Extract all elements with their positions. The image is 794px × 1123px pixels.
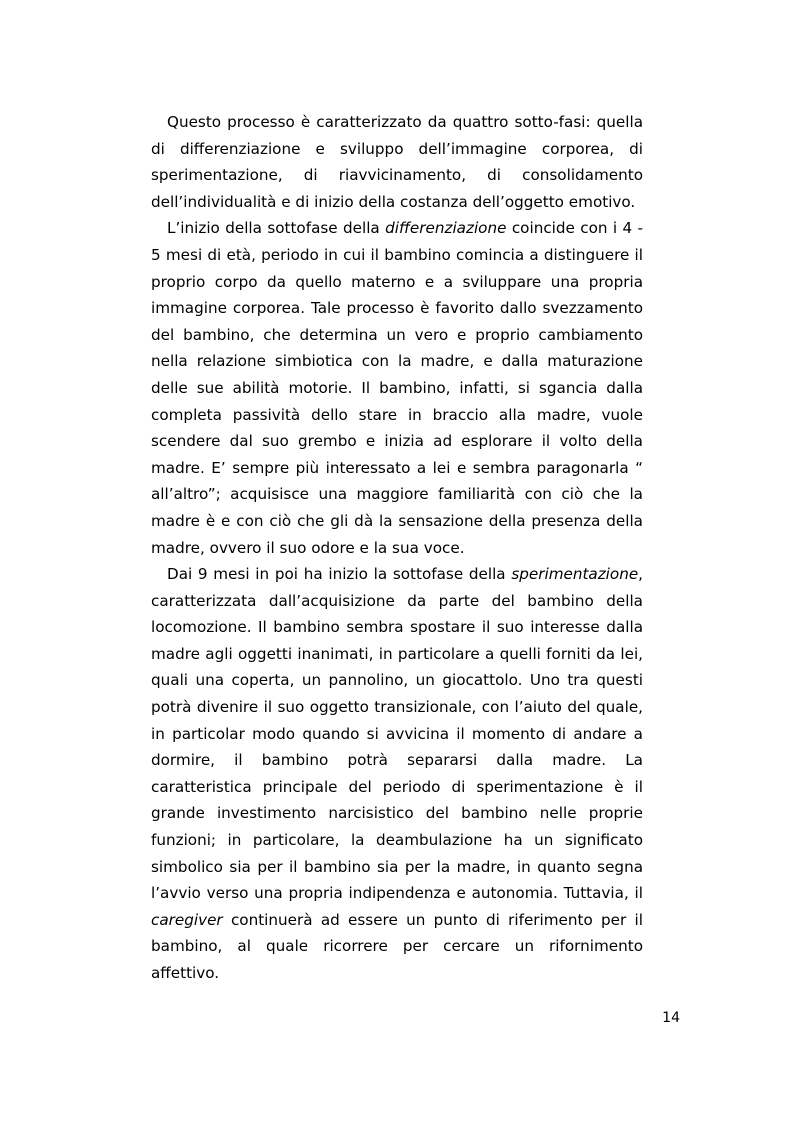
text-segment: coincide con i 4 - 5 mesi di età, periodo in cui il bambino comincia a distinguere il proprio corpo da quello materno e a sviluppare una propria immagine corporea. Tale processo è favorito dallo svezzamento del bambino, che determina un vero e proprio cambiamento nella relazione simbiotica con la madre, e dalla maturazione delle sue abilità motorie. Il bambino, infatti, si sgancia dalla completa passività dello stare in braccio alla madre, vuole scendere dal suo grembo e inizia ad esplorare il volto della madre. E’ sempre più interessato a lei e sembra paragonarla “ all’altro”; acquisisce una maggiore familiarità con ciò che la madre è e con ciò che gli dà la sensazione della presenza della madre, ovvero il suo odore e la sua voce. xyxy=(151,219,643,557)
paragraph-1 xyxy=(151,109,643,215)
text-segment: , caratterizzata dall’acquisizione da parte del bambino della locomozione. Il bambino sembra spostare il suo interesse dalla madre agli oggetti inanimati, in particolare a quelli forniti da lei, quali una coperta, un pannolino, un giocattolo. Uno tra questi potrà divenire il suo oggetto transizionale, con l’aiuto del quale, in particolar modo quando si avvicina il momento di andare a dormire, il bambino potrà separarsi dalla madre. La caratteristica principale del periodo di sperimentazione è il grande investimento narcisistico del bambino nelle proprie funzioni; in particolare, la deambulazione ha un significato simbolico sia per il bambino sia per la madre, in quanto segna l’avvio verso una propria indipendenza e autonomia. Tuttavia, il xyxy=(151,565,643,903)
page-number: 14 xyxy=(662,1010,680,1026)
body-text xyxy=(151,109,643,987)
italic-term: differenziazione xyxy=(385,219,507,238)
text-segment: Questo processo è caratterizzato da quattro sotto-fasi: quella di differenziazione e sviluppo dell’immagine corporea, di sperimentazione, di riavvicinamento, di consolidamento dell’individualità e di inizio della costanza dell’oggetto emotivo. xyxy=(151,113,643,211)
paragraph-2 xyxy=(151,215,643,561)
italic-term: sperimentazione xyxy=(511,565,639,584)
text-segment: L’inizio della sottofase della xyxy=(167,219,386,238)
paragraph-3 xyxy=(151,561,643,987)
text-segment: continuerà ad essere un punto di riferimento per il bambino, al quale ricorrere per cercare un rifornimento affettivo. xyxy=(151,910,643,982)
italic-term: caregiver xyxy=(151,910,223,929)
text-segment: Dai 9 mesi in poi ha inizio la sottofase della xyxy=(167,565,512,584)
